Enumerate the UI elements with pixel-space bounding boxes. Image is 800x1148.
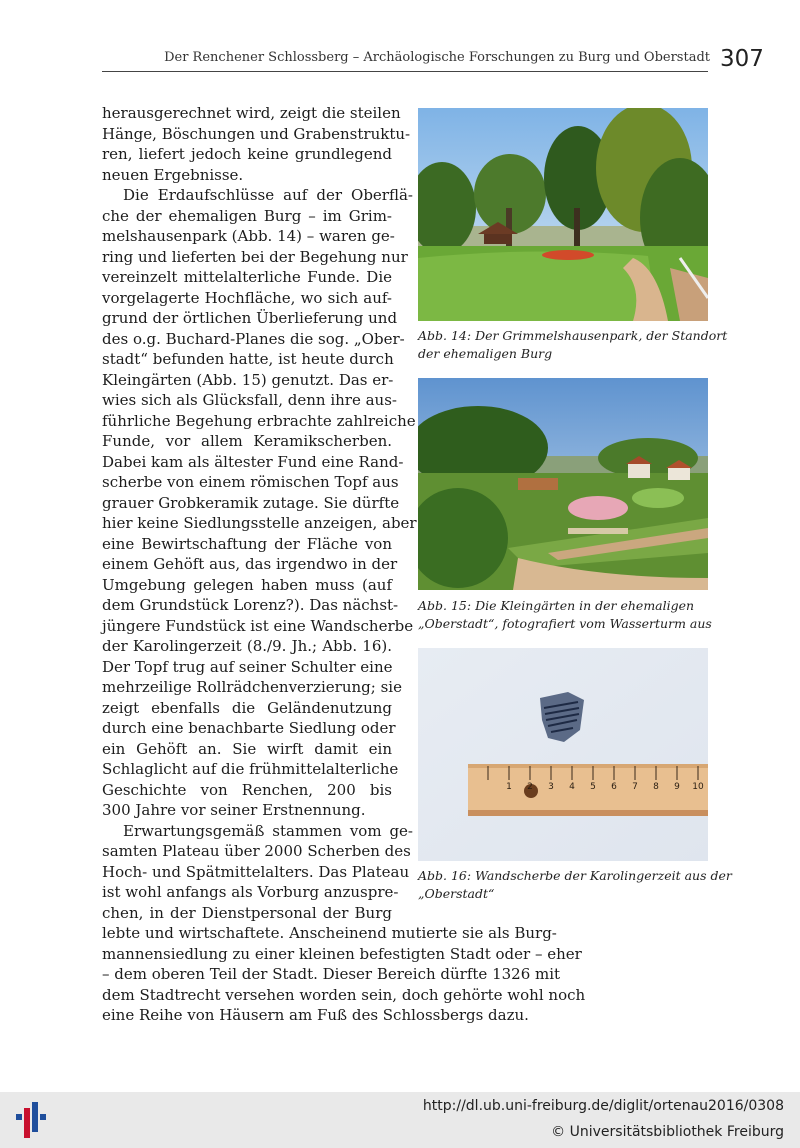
body-line: ren, liefert jedoch keine grundlegend <box>102 145 392 163</box>
body-line: scherbe von einem römischen Topf aus <box>102 473 399 491</box>
body-line: wies sich als Glücksfall, denn ihre aus- <box>102 391 397 409</box>
body-line: dem Grundstück Lorenz?). Das nächst- <box>102 596 399 614</box>
running-title: Der Renchener Schlossberg – Archäologische Forschungen zu Burg und Oberstadt <box>164 50 710 65</box>
caption-line: Abb. 15: Die Kleingärten in der ehemaligen <box>418 598 695 613</box>
body-line: lebte und wirtschaftete. Anscheinend mutierte sie als Burg- <box>102 924 557 942</box>
body-line: ist wohl anfangs als Vorburg anzuspre- <box>102 883 399 901</box>
body-line: einem Gehöft aus, das irgendwo in der <box>102 555 398 573</box>
body-line: Kleingärten (Abb. 15) genutzt. Das er- <box>102 370 394 389</box>
caption-line: „Oberstadt“ <box>418 886 495 901</box>
footer-copyright: © Universitätsbibliothek Freiburg <box>551 1124 784 1140</box>
body-line: herausgerechnet wird, zeigt die steilen <box>102 104 401 122</box>
body-line: chen, in der Dienstpersonal der Burg <box>102 903 392 922</box>
body-line: samten Plateau über 2000 Scherben des <box>102 842 411 860</box>
footer-bar <box>0 1092 800 1148</box>
body-line: Hoch- und Spätmittelalters. Das Plateau <box>102 862 410 881</box>
body-line: grund der örtlichen Überlieferung und <box>102 309 398 327</box>
ruler <box>468 764 708 816</box>
body-line: des o.g. Buchard-Planes die sog. „Ober- <box>102 329 405 348</box>
body-line: melshausenpark (Abb. 14) – waren ge- <box>102 227 395 245</box>
body-line: Funde, vor allem Keramikscherben. <box>102 432 392 450</box>
footer-url-link[interactable]: http://dl.ub.uni-freiburg.de/diglit/ortenau2016/0308 <box>422 1098 784 1114</box>
body-line: stadt“ befunden hatte, ist heute durch <box>102 350 394 368</box>
body-line: – dem oberen Teil der Stadt. Dieser Bereich dürfte 1326 mit <box>102 965 561 983</box>
body-line: durch eine benachbarte Siedlung oder <box>102 719 396 737</box>
figure-14-photo <box>418 108 708 321</box>
ruler-mark: 2 <box>527 782 533 792</box>
ruler-mark: 6 <box>611 782 617 792</box>
body-line: vorgelagerte Hochfläche, wo sich auf- <box>102 288 392 307</box>
body-line: Hänge, Böschungen und Grabenstruktu- <box>102 124 411 143</box>
body-line: der Karolingerzeit (8./9. Jh.; Abb. 16). <box>102 637 392 655</box>
body-line: dem Stadtrecht versehen worden sein, doch gehörte wohl noch <box>102 985 586 1004</box>
body-line: mannensiedlung zu einer kleinen befestigten Stadt oder – eher <box>102 944 582 963</box>
caption-line: der ehemaligen Burg <box>418 346 553 361</box>
figure-16-photo <box>418 648 708 861</box>
ruler-mark: 1 <box>506 782 512 792</box>
body-line: führliche Begehung erbrachte zahlreiche <box>102 411 416 430</box>
body-line: Dabei kam als ältester Fund eine Rand- <box>102 452 404 471</box>
page-number: 307 <box>720 46 764 72</box>
caption-line: Abb. 16: Wandscherbe der Karolingerzeit aus der <box>418 868 732 883</box>
body-line: ring und lieferten bei der Begehung nur <box>102 247 408 266</box>
ruler-mark: 8 <box>653 782 659 792</box>
body-line: jüngere Fundstück ist eine Wandscherbe <box>102 616 414 635</box>
body-line: grauer Grobkeramik zutage. Sie dürfte <box>102 493 400 512</box>
caption-line: Abb. 14: Der Grimmelshausenpark, der Standort <box>418 328 728 343</box>
body-line: neuen Ergebnisse. <box>102 165 244 184</box>
ruler-mark: 7 <box>632 782 638 792</box>
body-line: eine Bewirtschaftung der Fläche von <box>102 534 392 553</box>
body-line: zeigt ebenfalls die Geländenutzung <box>102 698 392 717</box>
body-line: 300 Jahre vor seiner Erstnennung. <box>102 801 366 819</box>
ruler-mark: 5 <box>590 782 596 792</box>
body-line: che der ehemaligen Burg – im Grim- <box>102 206 392 225</box>
ruler-mark: 9 <box>674 782 680 792</box>
body-line: hier keine Siedlungsstelle anzeigen, aber <box>102 514 417 532</box>
body-line: eine Reihe von Häusern am Fuß des Schlossbergs dazu. <box>102 1006 529 1024</box>
header-rule <box>102 71 708 72</box>
library-logo-icon <box>14 1100 54 1140</box>
body-line: ein Gehöft an. Sie wirft damit ein <box>102 739 392 758</box>
body-line: Schlaglicht auf die frühmittelalterliche <box>102 760 399 778</box>
figure-15-photo <box>418 378 708 590</box>
body-line: Der Topf trug auf seiner Schulter eine <box>102 657 393 676</box>
figure-16-caption <box>418 867 732 903</box>
body-line: Geschichte von Renchen, 200 bis <box>102 780 392 799</box>
caption-line: „Oberstadt“, fotografiert vom Wasserturm aus <box>418 616 712 631</box>
body-line: Die Erdaufschlüsse auf der Oberflä- <box>123 186 413 204</box>
body-line: mehrzeilige Rollrädchenverzierung; sie <box>102 678 402 696</box>
body-line: Umgebung gelegen haben muss (auf <box>102 575 392 594</box>
figure-14-caption <box>418 327 728 363</box>
ruler-mark: 4 <box>569 782 575 792</box>
ruler-mark: 3 <box>548 782 554 792</box>
figure-15-caption <box>418 597 718 633</box>
body-line: vereinzelt mittelalterliche Funde. Die <box>102 268 392 286</box>
body-line: Erwartungsgemäß stammen vom ge- <box>123 821 413 840</box>
ruler-mark: 10 <box>692 782 704 792</box>
